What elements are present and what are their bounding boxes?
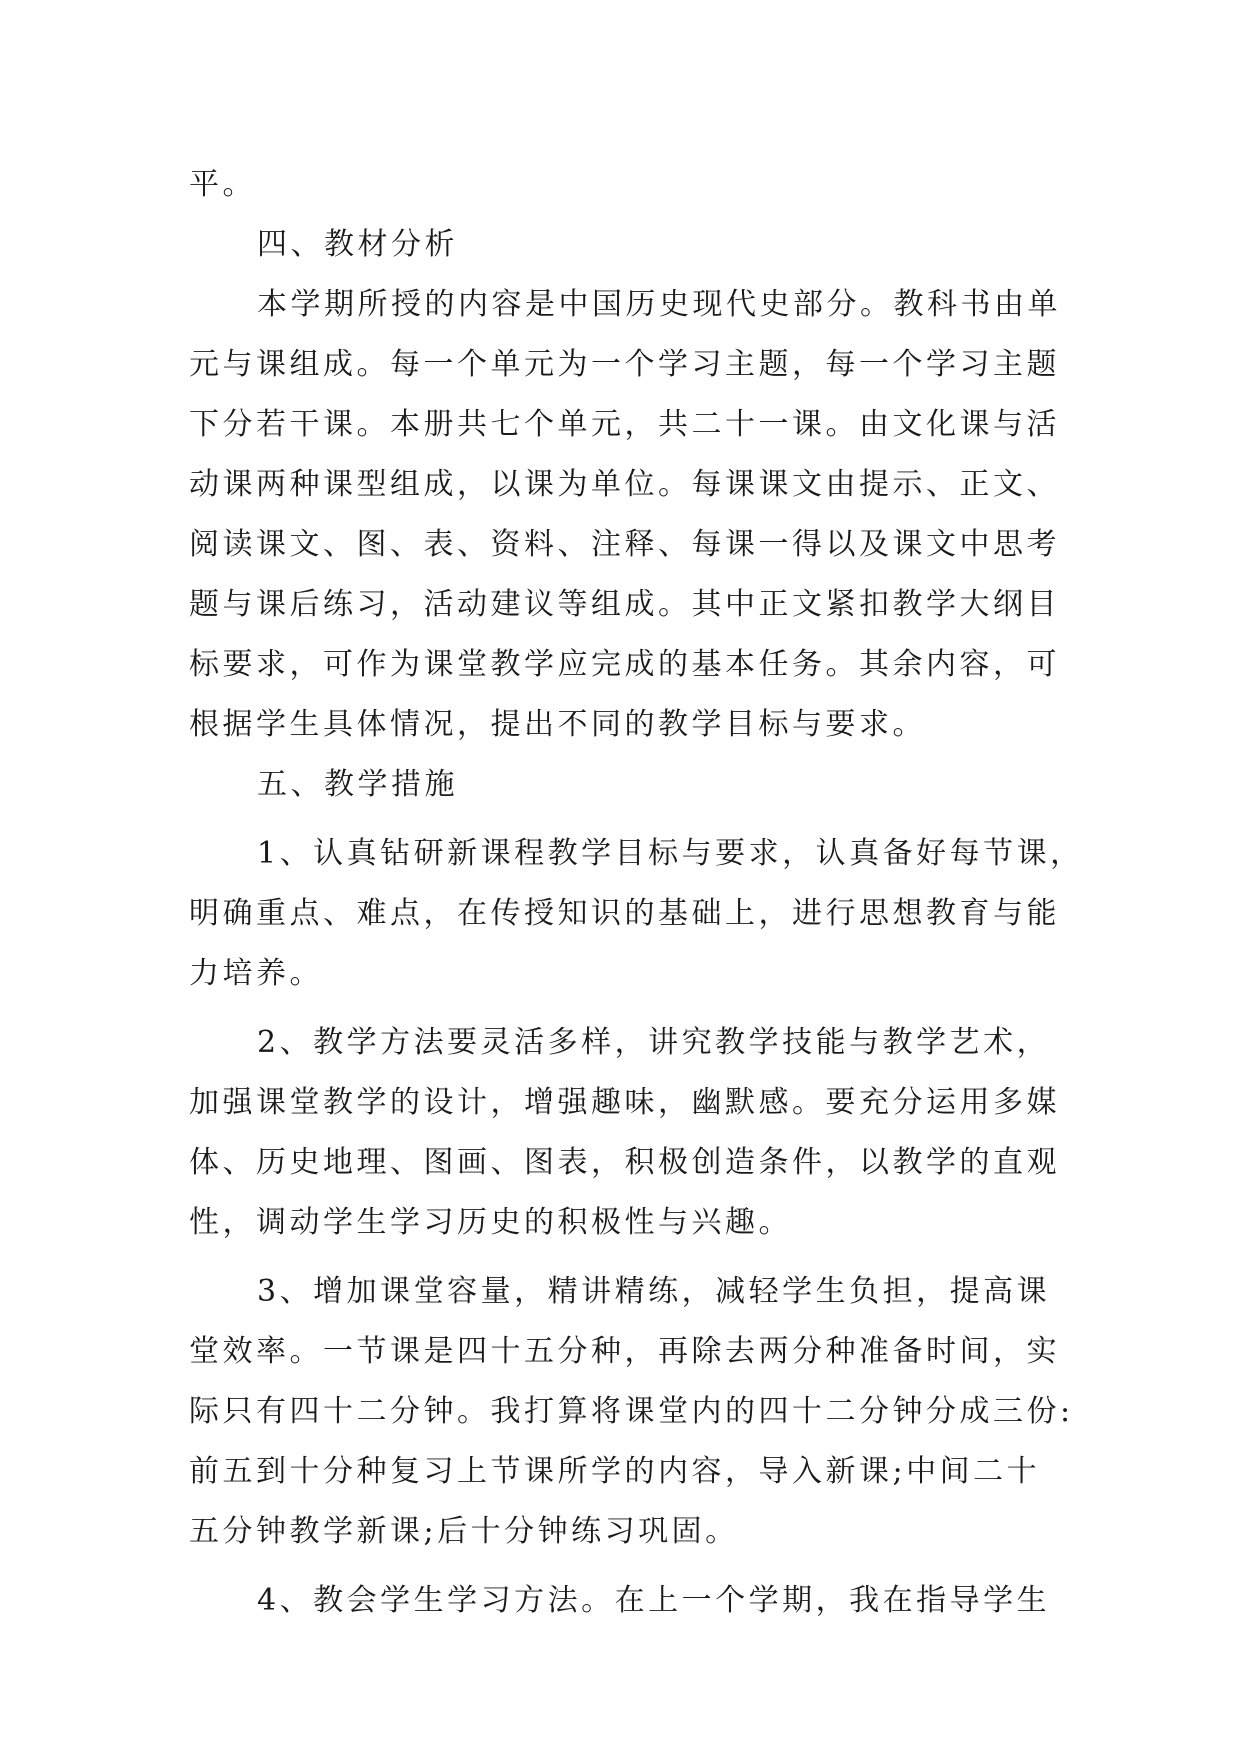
text-line: 力培养。: [189, 956, 323, 991]
text-line: 3、增加课堂容量，精讲精练，减轻学生负担，提高课: [257, 1274, 1051, 1309]
text-line: 平。: [189, 167, 256, 202]
text-line: 1、认真钻研新课程教学目标与要求，认真备好每节课，: [257, 836, 1084, 871]
text-line: 加强课堂教学的设计，增强趣味，幽默感。要充分运用多媒: [189, 1085, 1060, 1120]
paragraph-gap: [189, 1004, 1059, 1013]
text-line: 标要求，可作为课堂教学应完成的基本任务。其余内容，可: [189, 647, 1060, 682]
text-line: 2、教学方法要灵活多样，讲究教学技能与教学艺术，: [257, 1025, 1051, 1060]
text-line: 4、教会学生学习方法。在上一个学期，我在指导学生: [257, 1583, 1051, 1618]
text-line: 阅读课文、图、表、资料、注释、每课一得以及课文中思考: [189, 527, 1060, 562]
text-line: 下分若干课。本册共七个单元，共二十一课。由文化课与活: [189, 407, 1060, 442]
text-line: 动课两种课型组成，以课为单位。每课课文由提示、正文、: [189, 467, 1060, 502]
text-line: 五分钟教学新课;后十分钟练习巩固。: [189, 1514, 739, 1549]
text-line: 性，调动学生学习历史的积极性与兴趣。: [189, 1205, 792, 1240]
text-line: 根据学生具体情况，提出不同的教学目标与要求。: [189, 707, 926, 742]
body-text: [189, 155, 1084, 1631]
section-heading: 四、教材分析: [257, 227, 458, 262]
text-line: 际只有四十二分钟。我打算将课堂内的四十二分钟分成三份:: [189, 1394, 1074, 1429]
text-line: 堂效率。一节课是四十五分种，再除去两分种准备时间，实: [189, 1334, 1060, 1369]
text-line: 题与课后练习，活动建议等组成。其中正文紧扣教学大纲目: [189, 587, 1060, 622]
paragraph-gap: [189, 1562, 1059, 1571]
text-line: 前五到十分种复习上节课所学的内容，导入新课;中间二十: [189, 1454, 1041, 1489]
paragraph-gap: [189, 1253, 1059, 1262]
text-line: 元与课组成。每一个单元为一个学习主题，每一个学习主题: [189, 347, 1060, 382]
text-line: 明确重点、难点，在传授知识的基础上，进行思想教育与能: [189, 896, 1060, 931]
section-heading: 五、教学措施: [257, 767, 458, 802]
paragraph-gap: [189, 815, 1059, 824]
text-line: 本学期所授的内容是中国历史现代史部分。教科书由单: [257, 287, 1061, 322]
text-line: 体、历史地理、图画、图表，积极创造条件，以教学的直观: [189, 1145, 1060, 1180]
